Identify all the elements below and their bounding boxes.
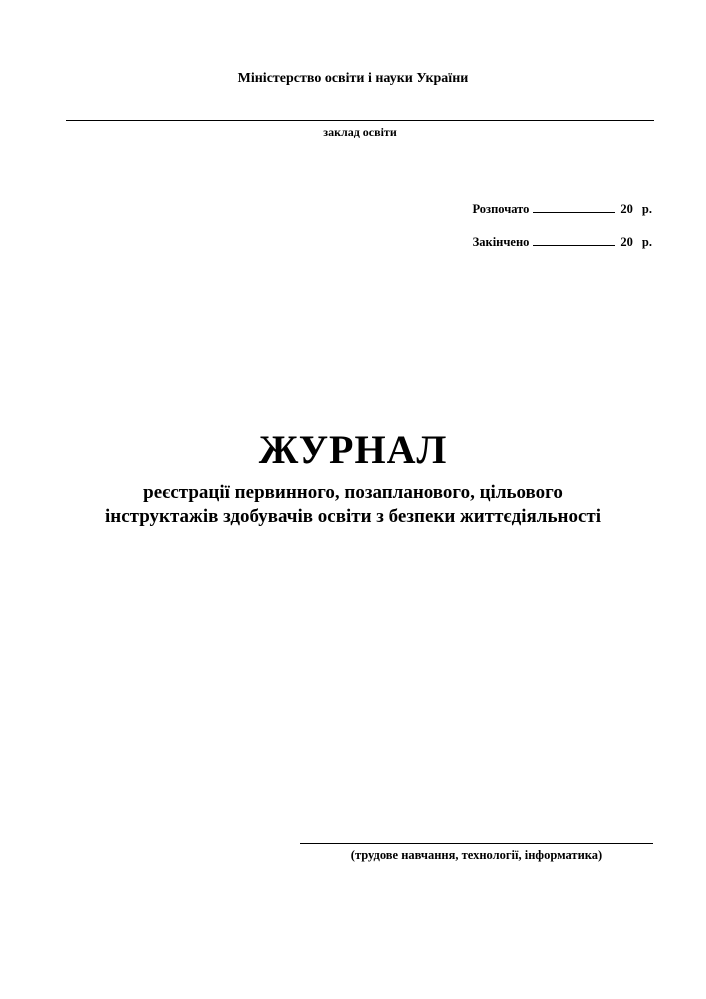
institution-caption: заклад освіти [323,125,397,139]
end-year-prefix: 20 [620,235,633,249]
start-date-row [472,200,652,217]
end-date-row [473,233,652,250]
journal-subtitle [0,481,706,529]
institution-fill-line [66,120,654,121]
subtitle-line-1: реєстрації первинного, позапланового, цільового [143,482,563,503]
start-year-prefix: 20 [620,202,633,216]
end-date-label: Закінчено [472,235,530,249]
end-year-suffix: р. [641,235,652,249]
subject-fill-line [300,843,653,844]
start-date-blank [533,200,615,213]
end-date-blank [533,233,615,246]
journal-title: ЖУРНАЛ [258,427,448,472]
subtitle-line-2: інструктажів здобувачів освіти з безпеки життєдіяльності [104,506,601,527]
start-year-suffix: р. [641,202,652,216]
subject-caption: (трудове навчання, технології, інформатика) [350,848,603,862]
ministry-heading: Міністерство освіти і науки України [237,71,469,86]
start-date-label: Розпочато [472,202,530,216]
